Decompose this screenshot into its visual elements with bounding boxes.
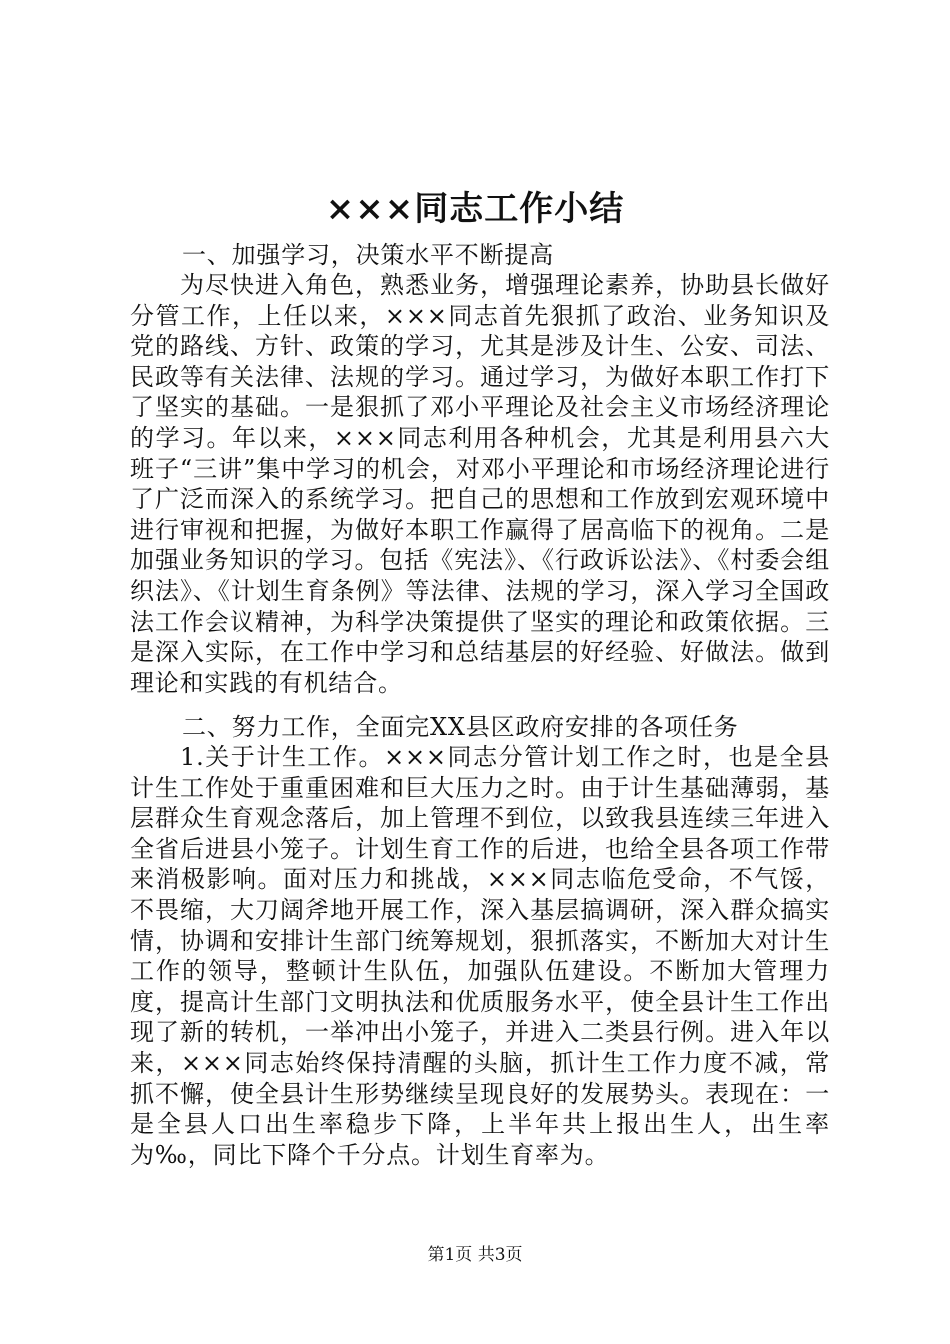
section-1-heading: 一、加强学习，决策水平不断提高	[182, 241, 554, 269]
section-2-paragraph: 1.关于计生工作。×××同志分管计划工作之时，也是全县计生工作处于重重困难和巨大压力之时。由于计生基础薄弱，基层群众生育观念落后，加上管理不到位，以致我县连续三年进入全省后进县小笼子。计划生育工作的后进，也给全县各项工作带来消极影响。面对压力和挑战，×××同志临危受命，不气馁，不畏缩，大刀阔斧地开展工作，深入基层搞调研，深入群众搞实情，协调和安排计生部门统筹规划，狠抓落实，不断加大对计生工作的领导，整顿计生队伍，加强队伍建设。不断加大管理力度，提高计生部门文明执法和优质服务水平，使全县计生工作出现了新的转机，一举冲出小笼子，并进入二类县行例。进入年以来，×××同志始终保持清醒的头脑，抓计生工作力度不减，常抓不懈，使全县计生形势继续呈现良好的发展势头。表现在：一是全县人口出生率稳步下降，上半年共上报出生人，出生率为‰，同比下降个千分点。计划生育率为。	[130, 743, 830, 1169]
section-2-heading: 二、努力工作，全面完XX县区政府安排的各项任务	[182, 713, 739, 741]
page-footer: 第1页 共3页	[427, 1245, 523, 1265]
section-1-paragraph: 为尽快进入角色，熟悉业务，增强理论素养，协助县长做好分管工作，上任以来，×××同志首先狠抓了政治、业务知识及党的路线、方针、政策的学习，尤其是涉及计生、公安、司法、民政等有关法律、法规的学习。通过学习，为做好本职工作打下了坚实的基础。一是狠抓了邓小平理论及社会主义市场经济理论的学习。年以来，×××同志利用各种机会，尤其是利用县六大班子“三讲”集中学习的机会，对邓小平理论和市场经济理论进行了广泛而深入的系统学习。把自己的思想和工作放到宏观环境中进行审视和把握，为做好本职工作赢得了居高临下的视角。二是加强业务知识的学习。包括《宪法》、《行政诉讼法》、《村委会组织法》、《计划生育条例》等法律、法规的学习，深入学习全国政法工作会议精神，为科学决策提供了坚实的理论和政策依据。三是深入实际，在工作中学习和总结基层的好经验、好做法。做到理论和实践的有机结合。	[130, 271, 830, 697]
document-title: ×××同志工作小结	[325, 189, 625, 229]
